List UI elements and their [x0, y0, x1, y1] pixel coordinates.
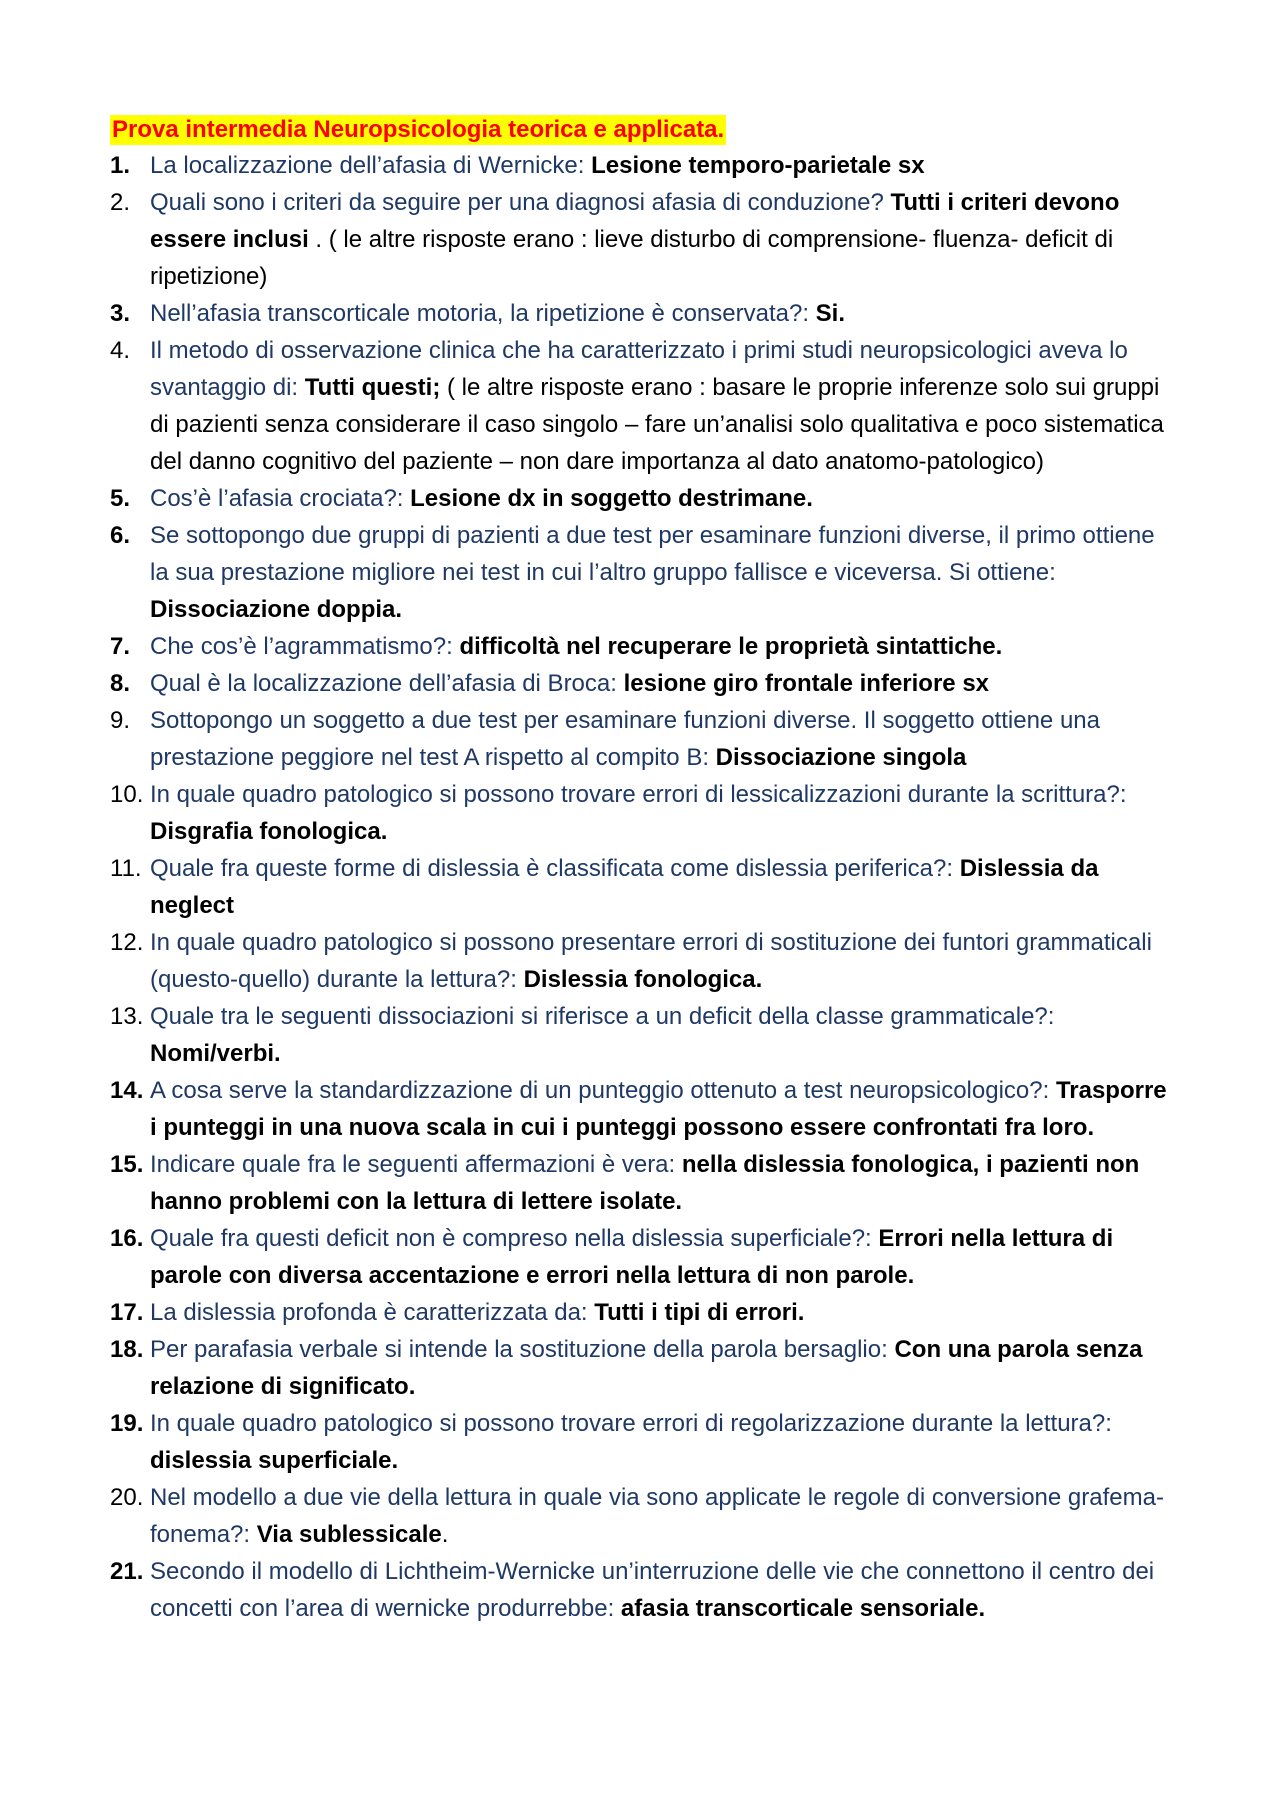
question-answer: Tutti questi;	[304, 374, 441, 401]
question-number: 8.	[110, 670, 131, 697]
question-number: 1.	[110, 152, 131, 179]
question-text: Quale tra le seguenti dissociazioni si riferisce a un deficit della classe grammaticale?:	[150, 1003, 1055, 1030]
question-item	[110, 702, 1170, 776]
question-answer: difficoltà nel recuperare le proprietà sintattiche.	[459, 633, 1003, 660]
question-text: Che cos’è l’agrammatismo?:	[150, 633, 460, 660]
question-text: Nel modello a due vie della lettura in quale via sono applicate le regole di conversione grafema-fonema?:	[150, 1484, 1164, 1548]
question-number: 9.	[110, 707, 131, 734]
question-answer: Tutti i tipi di errori.	[594, 1299, 805, 1326]
question-text: Cos’è l’afasia crociata?:	[150, 485, 411, 512]
question-text: A cosa serve la standardizzazione di un punteggio ottenuto a test neuropsicologico?:	[150, 1077, 1056, 1104]
question-text: Il metodo di osservazione clinica che ha caratterizzato i primi studi neuropsicologici aveva lo svantaggio di:	[150, 337, 1128, 401]
question-answer: Tutti i criteri devono essere inclusi	[150, 189, 1120, 253]
question-item	[110, 1220, 1170, 1294]
question-answer: Errori nella lettura di parole con diversa accentazione e errori nella lettura di non parole.	[150, 1225, 1114, 1289]
question-answer: Via sublessicale	[256, 1521, 442, 1548]
question-text: Per parafasia verbale si intende la sostituzione della parola bersaglio:	[150, 1336, 895, 1363]
question-item	[110, 1331, 1170, 1405]
question-extra: . ( le altre risposte erano : lieve disturbo di comprensione- fluenza- deficit di ripetizione)	[150, 226, 1114, 290]
question-answer: afasia transcorticale sensoriale.	[620, 1595, 986, 1622]
question-number: 10.	[110, 781, 144, 808]
question-item	[110, 295, 1170, 332]
question-item	[110, 332, 1170, 480]
question-number: 20.	[110, 1484, 144, 1511]
question-text: In quale quadro patologico si possono trovare errori di regolarizzazione durante la lettura?:	[150, 1410, 1112, 1437]
question-item	[110, 1553, 1170, 1627]
question-number: 5.	[110, 485, 131, 512]
question-text: Sottopongo un soggetto a due test per esaminare funzioni diverse. Il soggetto ottiene una prestazione peggiore nel test A rispetto al compito B:	[150, 707, 1100, 771]
question-extra: .	[441, 1521, 449, 1548]
question-text: Quale fra questi deficit non è compreso nella dislessia superficiale?:	[150, 1225, 879, 1252]
question-number: 17.	[110, 1299, 144, 1326]
question-answer: Nomi/verbi.	[150, 1040, 281, 1067]
question-item	[110, 480, 1170, 517]
question-answer: lesione giro frontale inferiore sx	[623, 670, 990, 697]
question-text: La dislessia profonda è caratterizzata da:	[150, 1299, 595, 1326]
question-item	[110, 628, 1170, 665]
question-number: 21.	[110, 1558, 144, 1585]
question-answer: Si.	[815, 300, 845, 327]
question-number: 13.	[110, 1003, 144, 1030]
question-text: Qual è la localizzazione dell’afasia di Broca:	[150, 670, 624, 697]
question-number: 7.	[110, 633, 131, 660]
question-item	[110, 924, 1170, 998]
question-extra: ( le altre risposte erano : basare le proprie inferenze solo sui gruppi di pazienti senza considerare il caso singolo – fare un’analisi solo qualitativa e poco sistematica del danno cognitivo del paziente – non dare importanza al dato anatomo-patologico)	[150, 374, 1164, 475]
question-number: 3.	[110, 300, 131, 327]
question-text: Quale fra queste forme di dislessia è classificata come dislessia periferica?:	[150, 855, 960, 882]
question-text: In quale quadro patologico si possono trovare errori di lessicalizzazioni durante la scrittura?:	[150, 781, 1127, 808]
question-item	[110, 1294, 1170, 1331]
question-answer: Lesione temporo-parietale sx	[591, 152, 925, 179]
question-number: 6.	[110, 522, 131, 549]
question-answer: dislessia superficiale.	[150, 1447, 399, 1474]
question-answer: nella dislessia fonologica, i pazienti non hanno problemi con la lettura di lettere isolate.	[150, 1151, 1140, 1215]
question-item	[110, 1479, 1170, 1553]
question-item	[110, 147, 1170, 184]
question-number: 16.	[110, 1225, 144, 1252]
question-answer: Disgrafia fonologica.	[150, 818, 388, 845]
question-answer: Dislessia fonologica.	[523, 966, 763, 993]
question-item	[110, 665, 1170, 702]
question-item	[110, 517, 1170, 628]
question-text: Secondo il modello di Lichtheim-Wernicke un’interruzione delle vie che connettono il centro dei concetti con l’area di wernicke produrrebbe:	[150, 1558, 1155, 1622]
question-text: Indicare quale fra le seguenti affermazioni è vera:	[150, 1151, 682, 1178]
question-item	[110, 998, 1170, 1072]
question-number: 11.	[110, 855, 142, 882]
question-item	[110, 1405, 1170, 1479]
question-answer: Con una parola senza relazione di significato.	[150, 1336, 1143, 1400]
question-list	[110, 147, 1170, 1627]
question-answer: Lesione dx in soggetto destrimane.	[410, 485, 813, 512]
question-number: 14.	[110, 1077, 144, 1104]
question-number: 19.	[110, 1410, 144, 1437]
question-number: 15.	[110, 1151, 144, 1178]
question-item	[110, 776, 1170, 850]
document-title: Prova intermedia Neuropsicologia teorica e applicata.	[112, 116, 725, 143]
question-item	[110, 850, 1170, 924]
question-answer: Dislessia da neglect	[150, 855, 1099, 919]
question-number: 12.	[110, 929, 144, 956]
question-number: 4.	[110, 337, 131, 364]
question-text: La localizzazione dell’afasia di Wernicke:	[150, 152, 592, 179]
question-text: Quali sono i criteri da seguire per una diagnosi afasia di conduzione?	[150, 189, 891, 216]
question-number: 2.	[110, 189, 131, 216]
question-answer: Trasporre i punteggi in una nuova scala in cui i punteggi possono essere confrontati fra loro.	[150, 1077, 1167, 1141]
question-number: 18.	[110, 1336, 144, 1363]
question-text: Se sottopongo due gruppi di pazienti a due test per esaminare funzioni diverse, il primo ottiene la sua prestazione migliore nei test in cui l’altro gruppo fallisce e viceversa. Si ottiene:	[150, 522, 1155, 586]
question-answer: Dissociazione doppia.	[150, 596, 403, 623]
question-item	[110, 184, 1170, 295]
question-item	[110, 1072, 1170, 1146]
question-text: In quale quadro patologico si possono presentare errori di sostituzione dei funtori grammaticali (questo-quello) durante la lettura?:	[150, 929, 1152, 993]
question-text: Nell’afasia transcorticale motoria, la ripetizione è conservata?:	[150, 300, 816, 327]
question-item	[110, 1146, 1170, 1220]
question-answer: Dissociazione singola	[715, 744, 967, 771]
